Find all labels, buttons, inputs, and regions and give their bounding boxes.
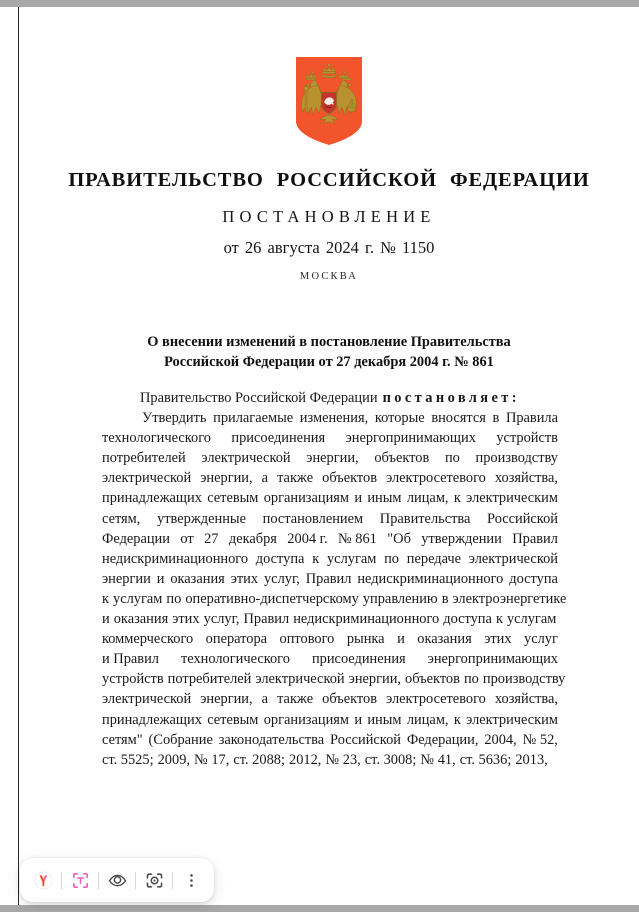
body-line: [102, 750, 558, 770]
body-word: и: [354, 711, 363, 728]
body-word: оперативно-диспетчерскому: [185, 590, 359, 607]
body-word: сетям": [102, 731, 143, 748]
more-options-icon: [182, 871, 201, 890]
body-word: ст. 5636;: [459, 751, 512, 768]
body-word: электрической: [468, 550, 558, 567]
document-page: [19, 7, 639, 905]
body-word: постановлением: [262, 510, 364, 527]
body-word: потребителей: [167, 671, 252, 688]
body-word: в: [441, 590, 449, 607]
body-word: от: [180, 530, 194, 547]
body-word: присоединения: [311, 651, 406, 668]
body-word: технологического: [102, 430, 211, 447]
body-word: этих: [484, 631, 512, 648]
body-word: устройств: [102, 671, 164, 688]
body-word: объектов: [322, 691, 378, 708]
body-word: устройств: [496, 430, 558, 447]
body-word: 2009,: [157, 751, 190, 768]
body-intro-line: [102, 388, 558, 408]
smart-camera-icon: [144, 870, 165, 891]
body-word: организациям: [263, 490, 350, 507]
body-word: (Собрание: [148, 731, 213, 748]
body-word: управлению: [362, 590, 438, 607]
body-word: доступа: [255, 550, 305, 567]
body-line: [102, 649, 558, 669]
body-word: и: [102, 611, 110, 628]
body-word: к: [495, 611, 503, 628]
body-word: декабря: [228, 530, 277, 547]
body-word: энергии,: [200, 470, 253, 487]
body-word: энергии,: [348, 671, 402, 688]
viewer-bottom-bar: [0, 905, 639, 912]
body-word: ст. 5525;: [102, 751, 154, 768]
body-word: Федерации: [102, 530, 170, 547]
body-word: этих: [172, 611, 200, 628]
body-word: 2012,: [289, 751, 322, 768]
body-word: технологического: [180, 651, 290, 668]
body-word: присоединения: [231, 430, 326, 447]
body-word: услуг,: [263, 570, 300, 587]
body-word: электрической: [102, 691, 192, 708]
body-line: [102, 609, 558, 629]
body-word: энергопринимающих: [345, 430, 476, 447]
body-word: принадлежащих: [102, 490, 202, 507]
body-word: электрической: [255, 671, 345, 688]
body-word: № 861: [337, 530, 377, 547]
body-word: № 23,: [325, 751, 361, 768]
body-word: Правил: [305, 570, 352, 587]
body-paragraph-lines: [102, 408, 567, 770]
body-word: электросетевого: [386, 691, 486, 708]
body-word: услуг: [524, 631, 558, 648]
body-word: недискриминационного: [102, 550, 249, 567]
body-word: ст. 3008;: [364, 751, 417, 768]
body-word: оптового: [279, 631, 335, 648]
body-word: объектов: [322, 470, 378, 487]
body-line: [102, 589, 567, 609]
body-word: прилагаемые: [213, 410, 294, 427]
body-word: по: [384, 550, 400, 567]
document-body: [102, 388, 567, 770]
more-options-button[interactable]: [177, 866, 205, 894]
body-word: электроэнергетике: [452, 590, 567, 607]
body-word: оператора: [205, 631, 268, 648]
body-word: и: [156, 570, 165, 587]
body-word: энергопринимающих: [427, 651, 558, 668]
body-word: оказания: [170, 570, 225, 587]
coat-of-arms-of-russia-icon: [296, 57, 362, 145]
body-word: передаче: [406, 550, 462, 567]
viewer-top-bar: [0, 0, 639, 7]
body-word: к: [102, 590, 109, 607]
body-word: Правил: [243, 611, 290, 628]
text-recognition-icon: [70, 870, 91, 891]
body-word: лицам,: [406, 711, 449, 728]
toolbar-separator: [135, 872, 136, 889]
body-line: [102, 689, 558, 709]
body-line: [102, 569, 558, 589]
body-word: энергии,: [306, 450, 359, 467]
page-title-organization: ПРАВИТЕЛЬСТВО РОССИЙСКОЙ ФЕДЕРАЦИИ: [68, 169, 590, 191]
body-word: Правительства: [379, 510, 471, 527]
yandex-logo-button[interactable]: [29, 866, 57, 894]
body-word: утвержденные: [157, 510, 246, 527]
body-word: этих: [230, 570, 259, 587]
body-line: [102, 710, 558, 730]
body-word: электрическим: [466, 490, 558, 507]
body-word: по: [444, 450, 460, 467]
document-title: [19, 333, 639, 372]
body-word: Утвердить: [142, 410, 207, 427]
body-word: иным: [367, 490, 402, 507]
body-word: Российской: [330, 731, 401, 748]
body-word: 27: [204, 530, 219, 547]
body-word: Правил: [512, 530, 558, 547]
body-word: изменения,: [299, 410, 369, 427]
body-word: лицам,: [406, 490, 449, 507]
body-word: организациям: [263, 711, 350, 728]
body-word: электрической: [102, 470, 192, 487]
body-word: Российской: [487, 510, 558, 527]
body-word: которые: [374, 410, 425, 427]
body-word: оказания: [417, 631, 472, 648]
intro-spaced-verb: постановляет:: [382, 390, 520, 406]
document-title-line-2: Российской Федерации от 27 декабря 2004 г. № 861: [164, 353, 494, 370]
body-line: [102, 408, 558, 428]
toolbar-separator: [61, 872, 62, 889]
body-line: [102, 509, 558, 529]
body-word: услугам: [326, 550, 377, 567]
browser-floating-toolbar[interactable]: [20, 858, 214, 902]
body-word: коммерческого: [102, 631, 194, 648]
body-line: [102, 468, 558, 488]
intro-prefix: Правительство Российской Федерации: [140, 390, 378, 406]
body-word: вносятся: [431, 410, 486, 427]
body-line: [102, 730, 558, 750]
body-word: ст. 2088;: [233, 751, 285, 768]
body-line: [102, 428, 558, 448]
body-word: к: [312, 550, 320, 567]
body-word: сетевым: [207, 490, 259, 507]
body-line: [102, 549, 558, 569]
body-line: [102, 488, 558, 508]
body-word: производству: [482, 671, 566, 688]
body-word: № 41,: [420, 751, 456, 768]
act-date-number: от 26 августа 2024 г. № 1150: [223, 238, 435, 257]
body-word: к: [453, 711, 461, 728]
body-word: объектов: [405, 671, 460, 688]
body-line: [102, 629, 558, 649]
body-word: законодательства: [218, 731, 325, 748]
body-word: в: [492, 410, 500, 427]
body-word: объектов: [374, 450, 430, 467]
body-word: и: [354, 490, 363, 507]
body-word: утверждении: [421, 530, 502, 547]
body-word: 2004 г.: [287, 530, 328, 547]
body-word: иным: [367, 711, 402, 728]
body-line: [102, 448, 558, 468]
body-word: и Правил: [102, 651, 159, 668]
body-word: потребителей: [102, 450, 186, 467]
body-word: производству: [475, 450, 558, 467]
body-word: услуг,: [203, 611, 240, 628]
body-line: [102, 669, 566, 689]
body-word: недискриминационного: [357, 570, 504, 587]
body-word: недискриминационного: [293, 611, 440, 628]
body-word: также: [277, 470, 314, 487]
act-kind-heading: ПОСТАНОВЛЕНИЕ: [222, 207, 436, 226]
body-word: по: [463, 671, 479, 688]
eye-icon: [107, 870, 128, 891]
body-word: доступа: [443, 611, 492, 628]
body-word: и: [397, 631, 405, 648]
body-word: хозяйства,: [494, 470, 558, 487]
preview-eye-button[interactable]: [103, 866, 131, 894]
body-word: сетевым: [207, 711, 259, 728]
body-word: электрической: [201, 450, 291, 467]
body-word: электросетевого: [386, 470, 486, 487]
body-word: хозяйства,: [494, 691, 558, 708]
yandex-logo-icon: [34, 871, 53, 890]
body-word: также: [277, 691, 314, 708]
body-word: энергии: [102, 570, 151, 587]
body-word: доступа: [509, 570, 558, 587]
body-word: электрическим: [466, 711, 558, 728]
body-word: "Об: [387, 530, 411, 547]
act-city: МОСКВА: [299, 271, 359, 282]
emblem-container: [19, 57, 639, 145]
body-word: по: [166, 590, 182, 607]
body-word: сетям,: [102, 510, 141, 527]
toolbar-separator: [98, 872, 99, 889]
body-word: № 52,: [522, 731, 558, 748]
body-word: энергии,: [200, 691, 253, 708]
body-word: № 17,: [194, 751, 230, 768]
body-word: услугам: [506, 611, 557, 628]
smart-camera-button[interactable]: [140, 866, 168, 894]
body-word: Правила: [505, 410, 558, 427]
body-word: Федерации,: [406, 731, 479, 748]
body-word: 2013,: [515, 751, 548, 768]
body-word: принадлежащих: [102, 711, 202, 728]
text-recognition-button[interactable]: [66, 866, 94, 894]
toolbar-separator: [172, 872, 173, 889]
body-word: 2004,: [484, 731, 517, 748]
body-word: к: [453, 490, 461, 507]
body-word: услугам: [113, 590, 163, 607]
body-word: а: [261, 691, 269, 708]
body-word: оказания: [113, 611, 169, 628]
body-line: [102, 529, 558, 549]
body-word: а: [261, 470, 269, 487]
body-word: рынка: [346, 631, 385, 648]
document-title-line-1: О внесении изменений в постановление Правительства: [147, 334, 511, 350]
